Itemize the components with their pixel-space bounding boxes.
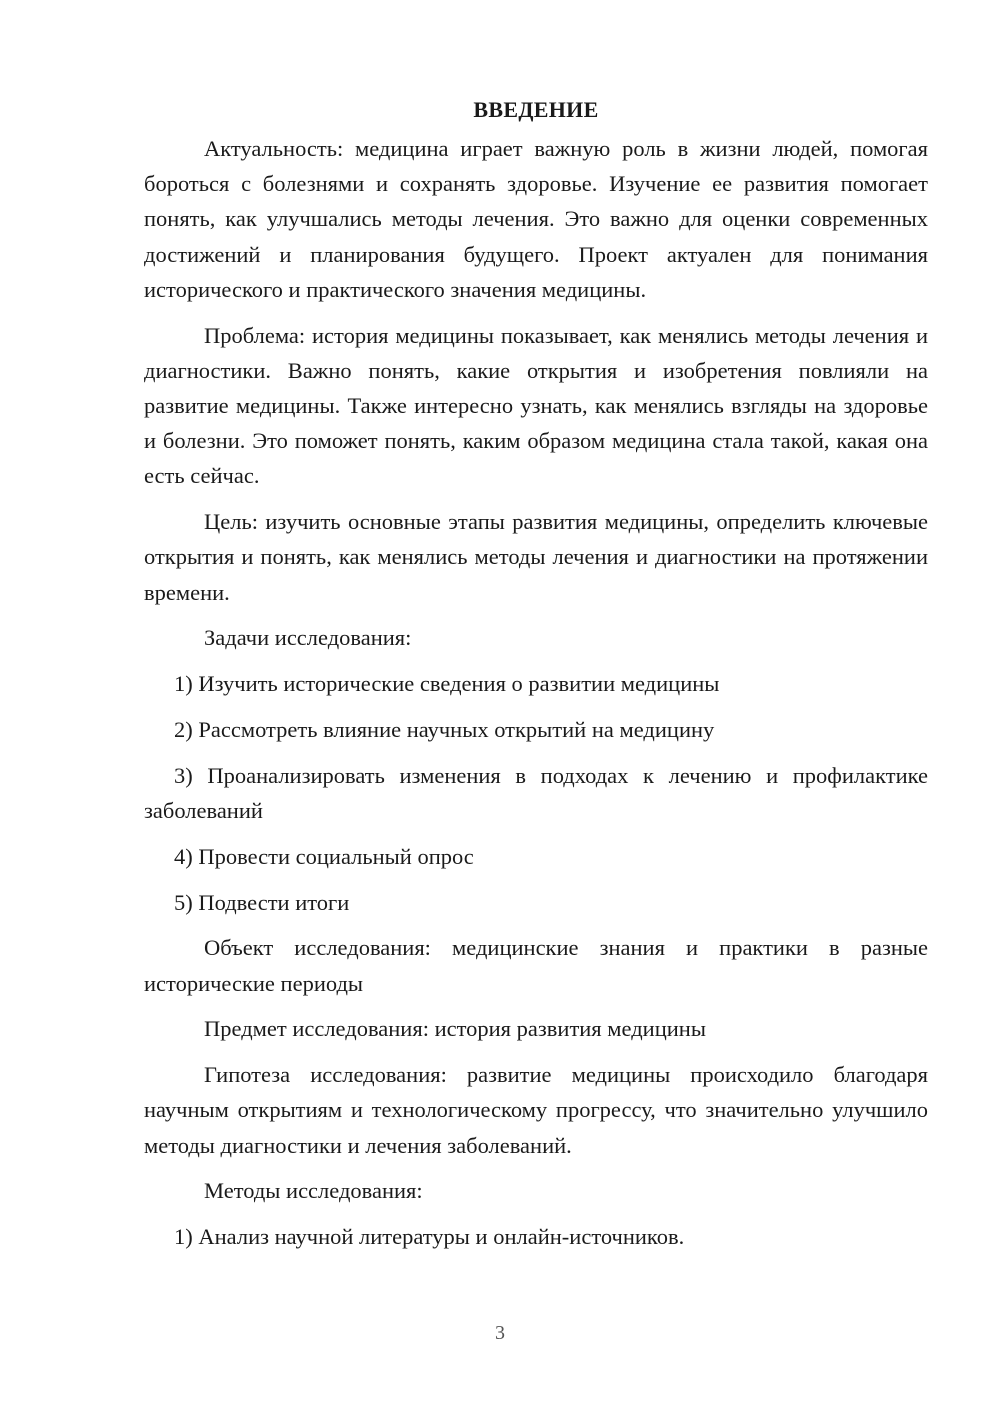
task-item-3: 3) Проанализировать изменения в подходах к лечению и профилактике заболеваний [144,762,928,824]
task-item-1: 1) Изучить исторические сведения о развитии медицины [174,671,720,697]
goal-paragraph: Цель: изучить основные этапы развития медицины, определить ключевые открытия и понять, как менялись методы лечения и диагностики на протяжении времени. [144,509,928,605]
task-item-2: 2) Рассмотреть влияние научных открытий на медицину [174,717,715,743]
page-title: ВВЕДЕНИЕ [473,97,599,122]
method-item-1: 1) Анализ научной литературы и онлайн-источников. [174,1224,685,1250]
relevance-paragraph: Актуальность: медицина играет важную роль в жизни людей, помогая бороться с болезнями и сохранять здоровье. Изучение ее развития помогает понять, как улучшались методы лечения. Это важно для оценки современных достижений и планирования будущего. Проект актуален для понимания исторического и практического значения медицины. [144,136,928,302]
methods-heading: Методы исследования: [204,1178,423,1204]
tasks-heading: Задачи исследования: [204,625,412,651]
task-item-5: 5) Подвести итоги [174,889,350,915]
problem-paragraph: Проблема: история медицины показывает, как менялись методы лечения и диагностики. Важно понять, какие открытия и изобретения повлияли на развитие медицины. Также интересно узнать, как менялись взгляды на здоровье и болезни. Это поможет понять, каким образом медицина стала такой, какая она есть сейчас. [144,322,928,489]
page-content [144,92,928,1265]
task-item-4: 4) Провести социальный опрос [174,843,474,869]
hypothesis-paragraph: Гипотеза исследования: развитие медицины происходило благодаря научным открытиям и технологическому прогрессу, что значительно улучшило методы диагностики и лечения заболеваний. [144,1062,928,1158]
object-paragraph: Объект исследования: медицинские знания и практики в разные исторические периоды [144,935,928,996]
page-number: 3 [495,1322,505,1344]
subject-paragraph: Предмет исследования: история развития медицины [204,1016,706,1042]
